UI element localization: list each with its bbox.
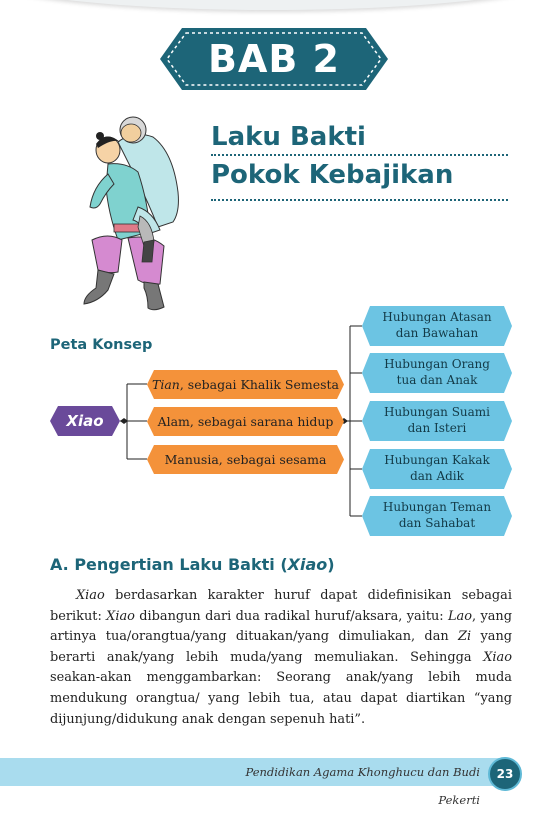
relation-5-line-2: dan Sahabat: [398, 516, 476, 530]
branch-manusia-label: Manusia, sebagai sesama: [164, 452, 327, 467]
top-decorative-arc: [0, 0, 542, 10]
relation-3-line-2: dan Isteri: [407, 421, 467, 435]
child-carrying-elder-illustration: [78, 112, 193, 317]
section-heading-prefix: A. Pengertian Laku Bakti (: [50, 555, 288, 574]
body-paragraph: [50, 586, 512, 730]
relation-4-line-1: Hubungan Kakak: [384, 453, 490, 467]
relation-3-line-1: Hubungan Suami: [383, 405, 491, 419]
para-term-xiao-2: Xiao: [106, 608, 135, 624]
para-text-4: yang berarti anak/yang lebih muda/yang memuliakan. Sehingga: [50, 629, 512, 665]
relation-suami-isteri: [362, 401, 512, 441]
relation-kakak-adik: [362, 449, 512, 489]
section-heading: [50, 555, 335, 574]
para-text-1: berdasarkan karakter huruf dapat didefinisikan sebagai berikut:: [50, 588, 512, 624]
para-term-xiao-1: Xiao: [76, 588, 105, 603]
title-divider-1: [211, 154, 508, 156]
branch-tian-lead: Tian: [152, 377, 180, 392]
section-heading-suffix: ): [327, 555, 335, 574]
concept-branch-alam: [147, 407, 344, 436]
chapter-title-line-1: Laku Bakti: [211, 122, 366, 152]
para-term-zi: Zi: [458, 629, 472, 645]
footer-book-title: Pendidikan Agama Khonghucu dan Budi Pekerti: [245, 765, 480, 807]
concept-map-heading: Peta Konsep: [50, 337, 153, 353]
chapter-title-line-2: Pokok Kebajikan: [211, 160, 454, 190]
relation-1-line-2: dan Bawahan: [395, 326, 479, 340]
relation-4-line-2: dan Adik: [410, 469, 464, 483]
relation-teman-sahabat: [362, 496, 512, 536]
para-term-xiao-3: Xiao: [483, 649, 512, 665]
concept-branch-tian: [147, 370, 344, 399]
relation-1-line-1: Hubungan Atasan: [382, 310, 492, 324]
concept-branch-manusia: [147, 445, 344, 474]
relation-2-line-2: tua dan Anak: [396, 373, 478, 387]
para-text-5: seakan-akan menggambarkan: Seorang anak/yang lebih muda mendukung orangtua/ yang lebih tua, atau dapat diartikan “yang dijunjung/didukung anak dengan sepenuh hati”.: [50, 670, 512, 727]
para-text-3: , yang artinya tua/orangtua/yang dituakan/yang dimuliakan, dan: [50, 608, 512, 645]
concept-root-label: Xiao: [66, 412, 104, 430]
para-text-2: dibangun dari dua radikal huruf/aksara, yaitu:: [134, 608, 448, 624]
page-number: 23: [496, 767, 514, 781]
page-number-badge: [488, 757, 522, 791]
relation-2-line-1: Hubungan Orang: [384, 357, 490, 371]
relation-atasan-bawahan: [362, 306, 512, 346]
chapter-title: BAB 2: [207, 37, 340, 81]
para-term-lao: Lao: [448, 608, 473, 624]
title-divider-2: [211, 199, 508, 201]
chapter-banner: [160, 28, 388, 90]
branch-tian-rest: , sebagai Khalik Semesta: [179, 377, 339, 392]
concept-root-xiao: [50, 406, 120, 436]
relation-5-line-1: Hubungan Teman: [382, 500, 492, 514]
relation-orangtua-anak: [362, 353, 512, 393]
branch-alam-label: Alam, sebagai sarana hidup: [157, 414, 334, 429]
section-heading-italic: Xiao: [287, 555, 328, 574]
